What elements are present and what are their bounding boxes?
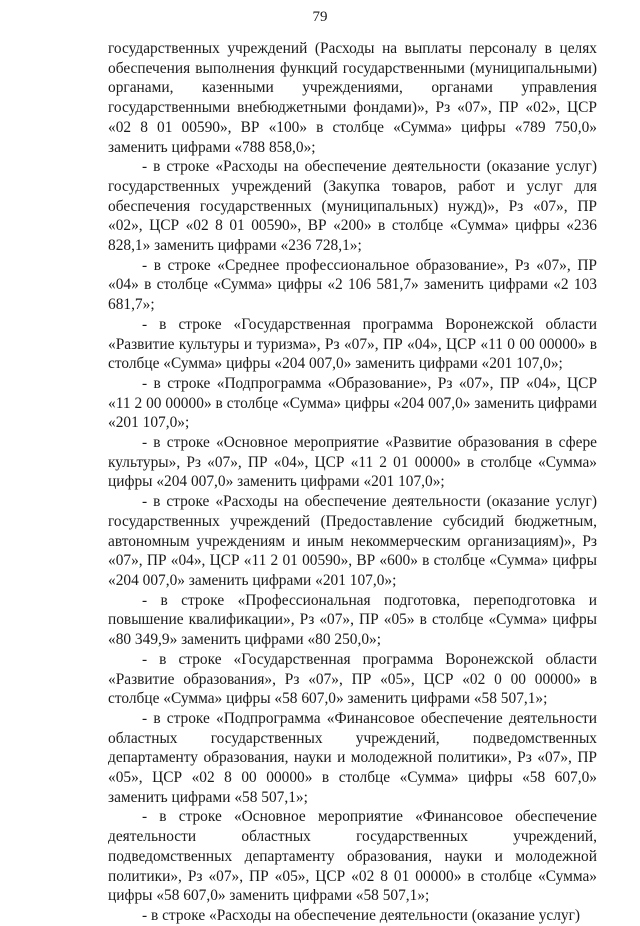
paragraph: - в строке «Расходы на обеспечение деятельности (оказание услуг) государственных учреждений (Предоставление субсидий бюджетным, автономным учреждениям и иным некоммерческим организациям)», Рз «07», ПР «04», ЦСР «11 2 01 00590», ВР «600» в столбце «Сумма» цифры «204 007,0» заменить цифрами «201 107,0»; xyxy=(108,493,597,589)
paragraph: - в строке «Государственная программа Воронежской области «Развитие культуры и туризма», Рз «07», ПР «04», ЦСР «11 0 00 00000» в столбце «Сумма» цифры «204 007,0» заменить цифрами «201 107,0»; xyxy=(108,315,597,373)
paragraph: - в строке «Подпрограмма «Образование», Рз «07», ПР «04», ЦСР «11 2 00 00000» в столбце «Сумма» цифры «204 007,0» заменить цифрами «201 107,0»; xyxy=(108,374,597,432)
paragraph: - в строке «Основное мероприятие «Финансовое обеспечение деятельности областных государственных учреждений, подведомственных департаменту образования, науки и молодежной политики», Рз «07», ПР «05», ЦСР «02 8 01 00000» в столбце «Сумма» цифры «58 607,0» заменить цифрами «58 507,1»; xyxy=(108,808,597,905)
paragraph: - в строке «Основное мероприятие «Развитие образования в сфере культуры», Рз «07», ПР «04», ЦСР «11 2 01 00000» в столбце «Сумма» цифры «204 007,0» заменить цифрами «201 107,0»; xyxy=(108,434,597,491)
paragraph: - в строке «Среднее профессиональное образование», Рз «07», ПР «04» в столбце «Сумма» цифры «2 106 581,7» заменить цифрами «2 103 681,7»; xyxy=(108,256,597,314)
page-number: 79 xyxy=(312,9,328,25)
paragraph: - в строке «Профессиональная подготовка, переподготовка и повышение квалификации», Рз «07», ПР «05» в столбце «Сумма» цифры «80 349,9» заменить цифрами «80 250,0»; xyxy=(108,591,597,649)
paragraph: - в строке «Государственная программа Воронежской области «Развитие образования», Рз «07», ПР «05», ЦСР «02 0 00 00000» в столбце «Сумма» цифры «58 607,0» заменить цифрами «58 507,1»; xyxy=(108,650,597,708)
paragraph: государственных учреждений (Расходы на выплаты персоналу в целях обеспечения выполнения функций государственными (муниципальными) органами, казенными учреждениями, органами управления государственными внебюджетными фондами)», Рз «07», ПР «02», ЦСР «02 8 01 00590», ВР «100» в столбце «Сумма» цифры «789 750,0» заменить цифрами «788 858,0»; xyxy=(108,40,597,156)
document-body xyxy=(108,39,597,926)
paragraph: - в строке «Подпрограмма «Финансовое обеспечение деятельности областных государственных учреждений, подведомственных департаменту образования, науки и молодежной политики», Рз «07», ПР «05», ЦСР «02 8 00 00000» в столбце «Сумма» цифры «58 607,0» заменить цифрами «58 507,1»; xyxy=(108,709,597,806)
paragraph: - в строке «Расходы на обеспечение деятельности (оказание услуг) xyxy=(142,906,581,924)
paragraph: - в строке «Расходы на обеспечение деятельности (оказание услуг) государственных учреждений (Закупка товаров, работ и услуг для обеспечения государственных (муниципальных) нужд)», Рз «07», ПР «02», ЦСР «02 8 01 00590», ВР «200» в столбце «Сумма» цифры «236 828,1» заменить цифрами «236 728,1»; xyxy=(108,158,597,255)
